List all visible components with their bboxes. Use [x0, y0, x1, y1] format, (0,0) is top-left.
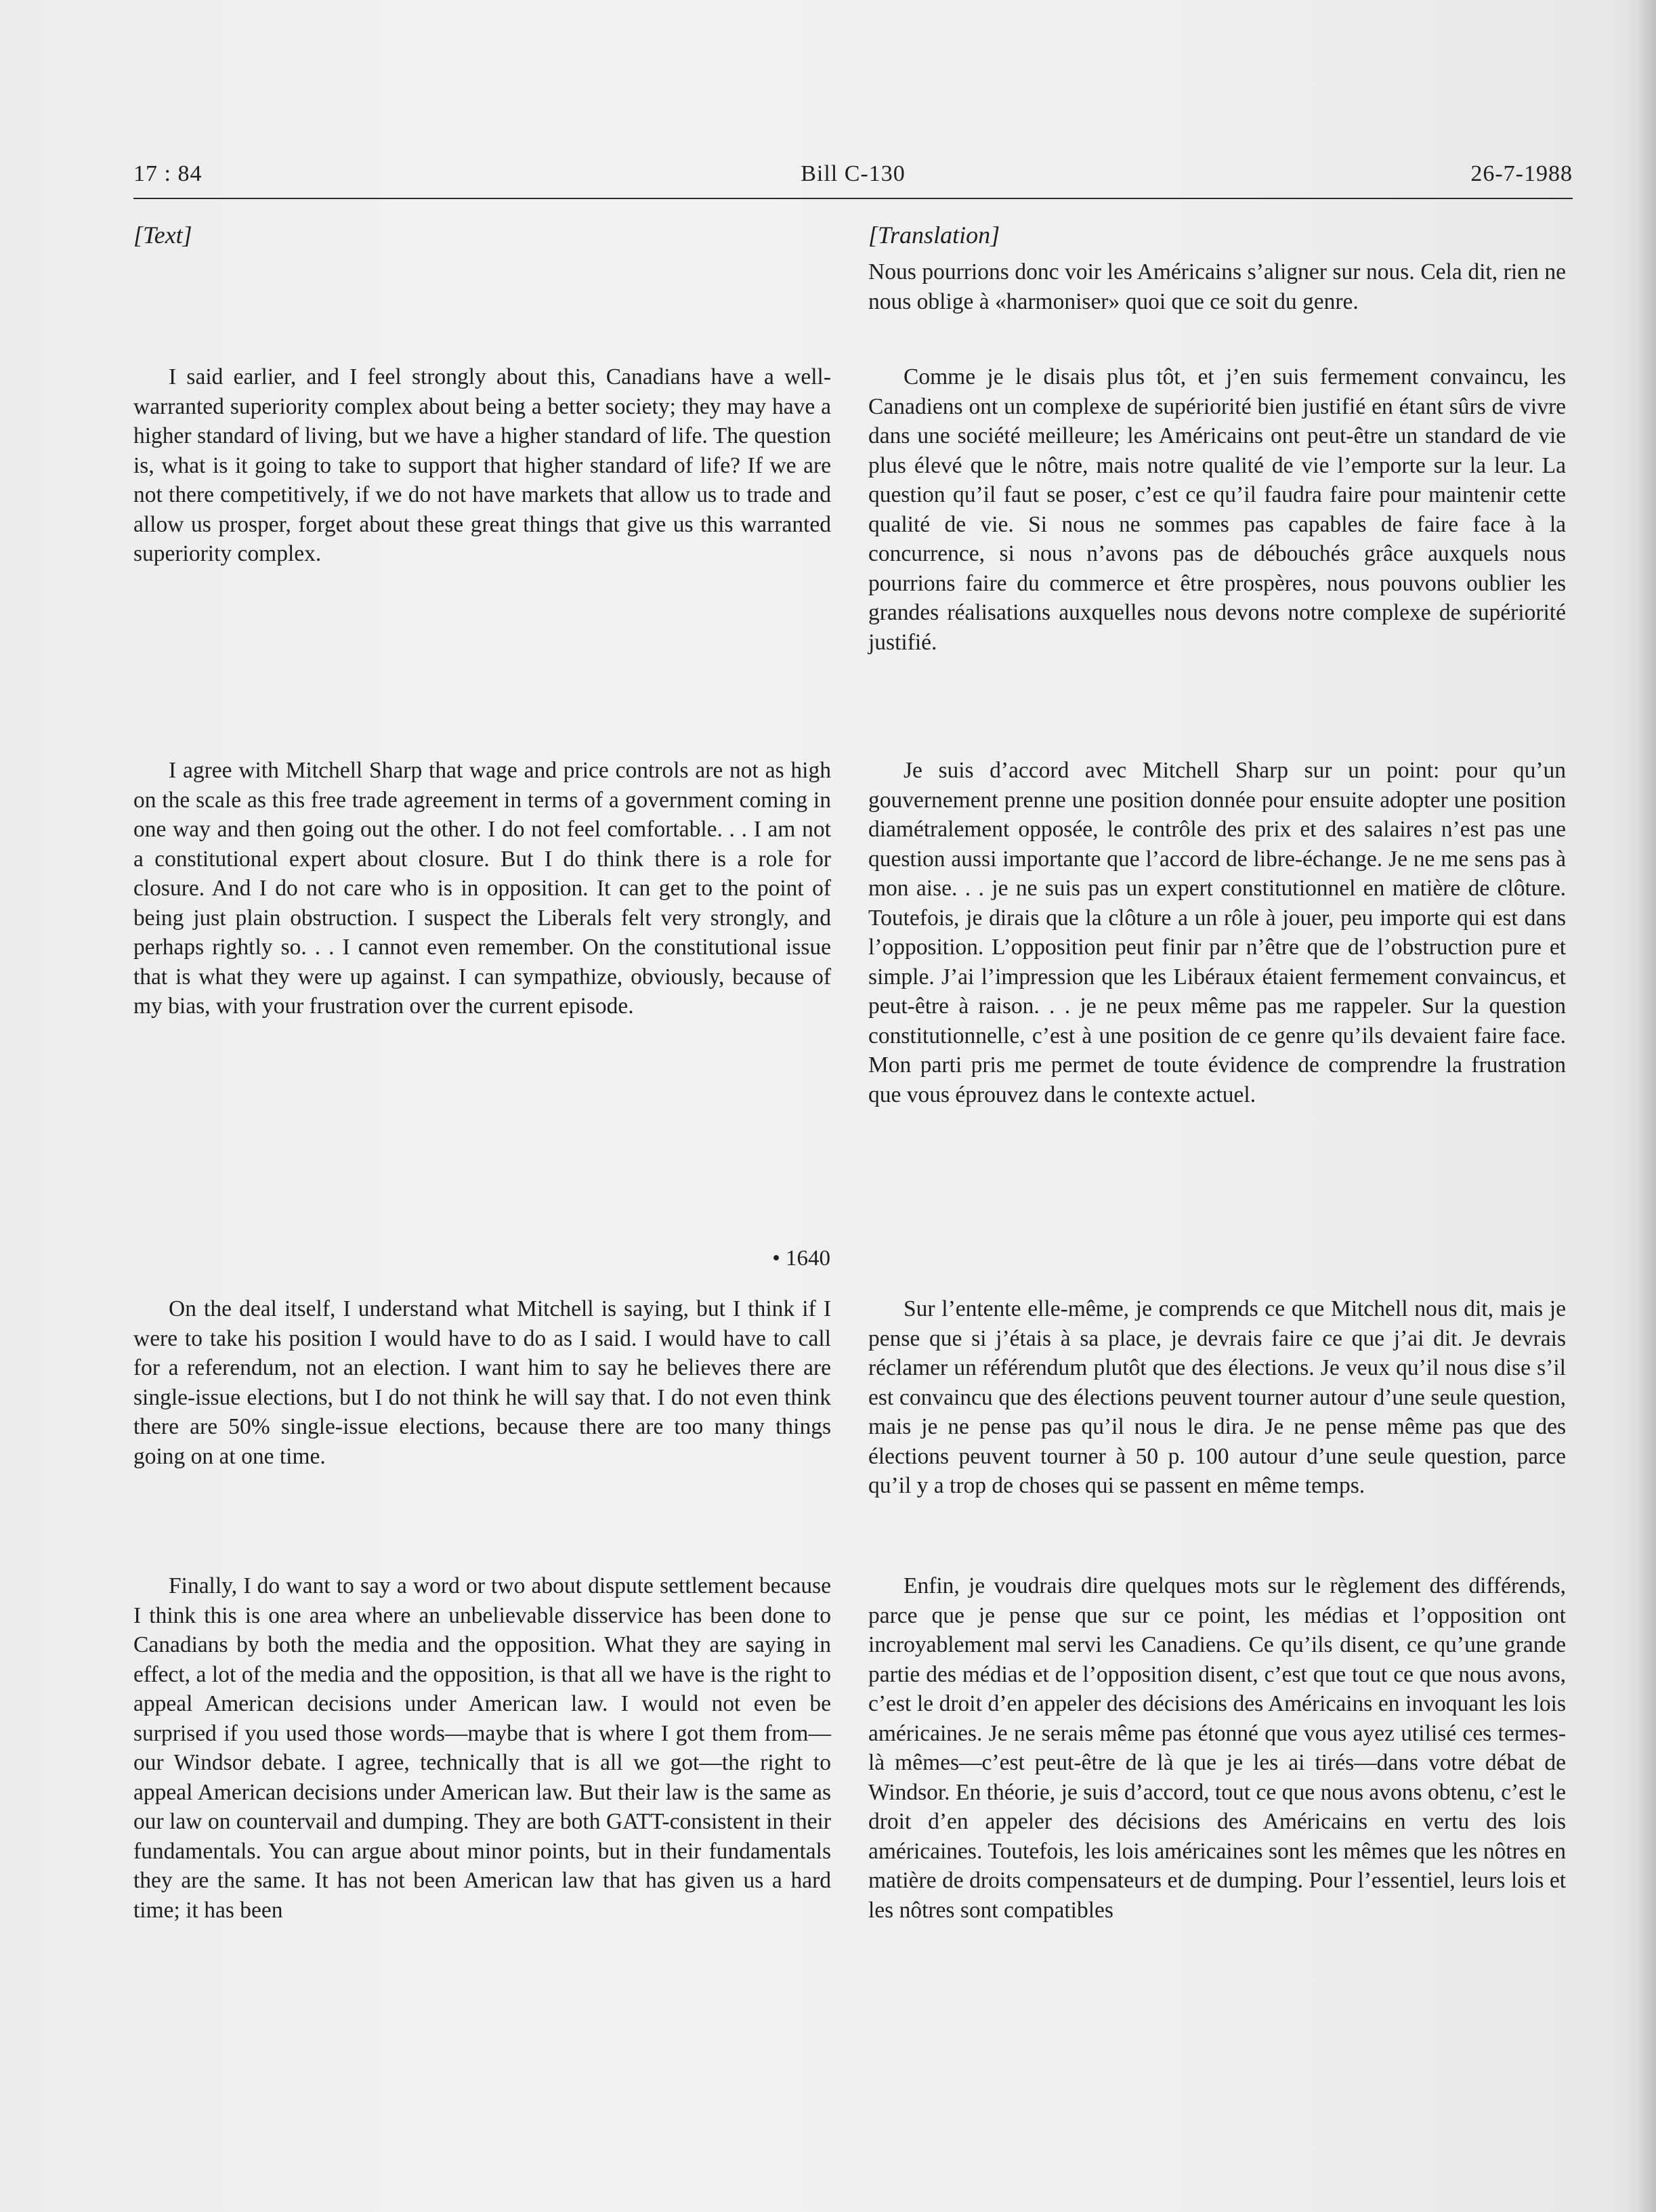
french-paragraph-4: Enfin, je voudrais dire quelques mots sur le règlement des différends, parce que je pense que sur ce point, les médias et l’opposition ont incroyablement mal servi les Canadiens. Ce qu’ils disent, ce qu’une grande partie des médias et de l’opposition disent, c’est que tout ce que nous avons, c’est le droit d’en appeler des décisions des Américains en invoquant les lois américaines. Je ne serais même pas étonné que vous ayez utilisé ces termes-là mêmes—c’est peut-être de là que je les ai tirés—dans votre débat de Windsor. En théorie, je suis d’accord, tout ce que nous avons obtenu, c’est le droit d’en appeler des décisions des Américains en vertu des lois américaines. Toutefois, les lois américaines sont les mêmes que les nôtres en matière de droits compensateurs et de dumping. Pour l’essentiel, leurs lois et les nôtres sont compatibles	[868, 1573, 1566, 1923]
english-paragraph-1: I said earlier, and I feel strongly about this, Canadians have a well-warranted superiority complex about being a better society; they may have a higher standard of living, but we have a higher standard of life. The question is, what is it going to take to support that higher standard of life? If we are not there competitively, if we do not have markets that allow us to trade and allow us prosper, forget about these great things that give us this warranted superiority complex.	[133, 364, 831, 566]
bill-title: Bill C-130	[801, 161, 906, 186]
text-label: [Text]	[133, 221, 192, 249]
timestamp: • 1640	[772, 1246, 830, 1271]
page-header	[133, 161, 1573, 195]
page-edge-shadow	[1615, 0, 1656, 2212]
french-paragraph-1: Comme je le disais plus tôt, et j’en suis fermement convaincu, les Canadiens ont un complexe de supériorité bien justifié en étant sûrs de vivre dans une société meilleure; les Américains ont peut-être un standard de vie plus élevé que le nôtre, mais notre qualité de vie l’emporte sur la leur. La question qu’il faut se poser, c’est ce qu’il faudra faire pour maintenir cette qualité de vie. Si nous ne sommes pas capables de faire face à la concurrence, si nous n’avons pas de débouchés grâce auxquels nous pourrions faire du commerce et être prospères, nous pouvons oublier les grandes réalisations auxquelles nous devons notre complexe de supériorité justifié.	[868, 364, 1566, 655]
english-paragraph-2: I agree with Mitchell Sharp that wage and price controls are not as high on the scale as this free trade agreement in terms of a government coming in one way and then going out the other. I do not feel comfortable. . . I am not a constitutional expert about closure. But I do think there is a role for closure. And I do not care who is in opposition. It can get to the point of being just plain obstruction. I suspect the Liberals felt very strongly, and perhaps rightly so. . . I cannot even remember. On the constitutional issue that is what they were up against. I can sympathize, obviously, because of my bias, with your frustration over the current episode.	[133, 758, 831, 1019]
page-number: 17 : 84	[133, 161, 203, 186]
english-paragraph-3: On the deal itself, I understand what Mitchell is saying, but I think if I were to take his position I would have to do as I said. I would have to call for a referendum, not an election. I want him to say he believes there are single-issue elections, but I do not think he will say that. I do not even think there are 50% single-issue elections, because there are too many things going on at one time.	[133, 1296, 831, 1469]
english-paragraph-4: Finally, I do want to say a word or two about dispute settlement because I think this is one area where an unbelievable disservice has been done to Canadians by both the media and the opposition. What they are saying in effect, a lot of the media and the opposition, is that all we have is the right to appeal American decisions under American law. I would not even be surprised if you used those words—maybe that is where I got them from—our Windsor debate. I agree, technically that is all we got—the right to appeal American decisions under American law. But their law is the same as our law on countervail and dumping. They are both GATT-consistent in their fundamentals. You can argue about minor points, but in their fundamentals they are the same. It has not been American law that has given us a hard time; it has been	[133, 1573, 831, 1923]
page-date: 26-7-1988	[1470, 161, 1573, 186]
french-paragraph-3: Sur l’entente elle-même, je comprends ce que Mitchell nous dit, mais je pense que si j’étais à sa place, je devrais faire ce que j’ai dit. Je devrais réclamer un référendum plutôt que des élections. Je veux qu’il nous dise s’il est convaincu que des élections peuvent tourner autour d’une seule question, mais je ne pense pas qu’il nous le dira. Je ne pense même pas que des élections peuvent tourner à 50 p. 100 autour d’une seule question, parce qu’il y a trop de choses qui se passent en même temps.	[868, 1296, 1566, 1498]
french-paragraph-0: Nous pourrions donc voir les Américains s’aligner sur nous. Cela dit, rien ne nous oblige à «harmoniser» quoi que ce soit du genre.	[868, 259, 1566, 314]
french-paragraph-2: Je suis d’accord avec Mitchell Sharp sur un point: pour qu’un gouvernement prenne une position donnée pour ensuite adopter une position diamétralement opposée, le contrôle des prix et des salaires n’est pas une question aussi importante que l’accord de libre-échange. Je ne me sens pas à mon aise. . . je ne suis pas un expert constitutionnel en matière de clôture. Toutefois, je dirais que la clôture a un rôle à jouer, peu importe qui est dans l’opposition. L’opposition peut finir par n’être que de l’obstruction pure et simple. J’ai l’impression que les Libéraux étaient fermement convaincus, et peut-être à raison. . . je ne peux même pas me rappeler. Sur la question constitutionnelle, c’est à une position de ce genre qu’ils devaient faire face. Mon parti pris me permet de toute évidence de comprendre la frustration que vous éprouvez dans le contexte actuel.	[868, 758, 1566, 1107]
translation-label: [Translation]	[868, 221, 1000, 249]
header-rule	[133, 198, 1573, 199]
